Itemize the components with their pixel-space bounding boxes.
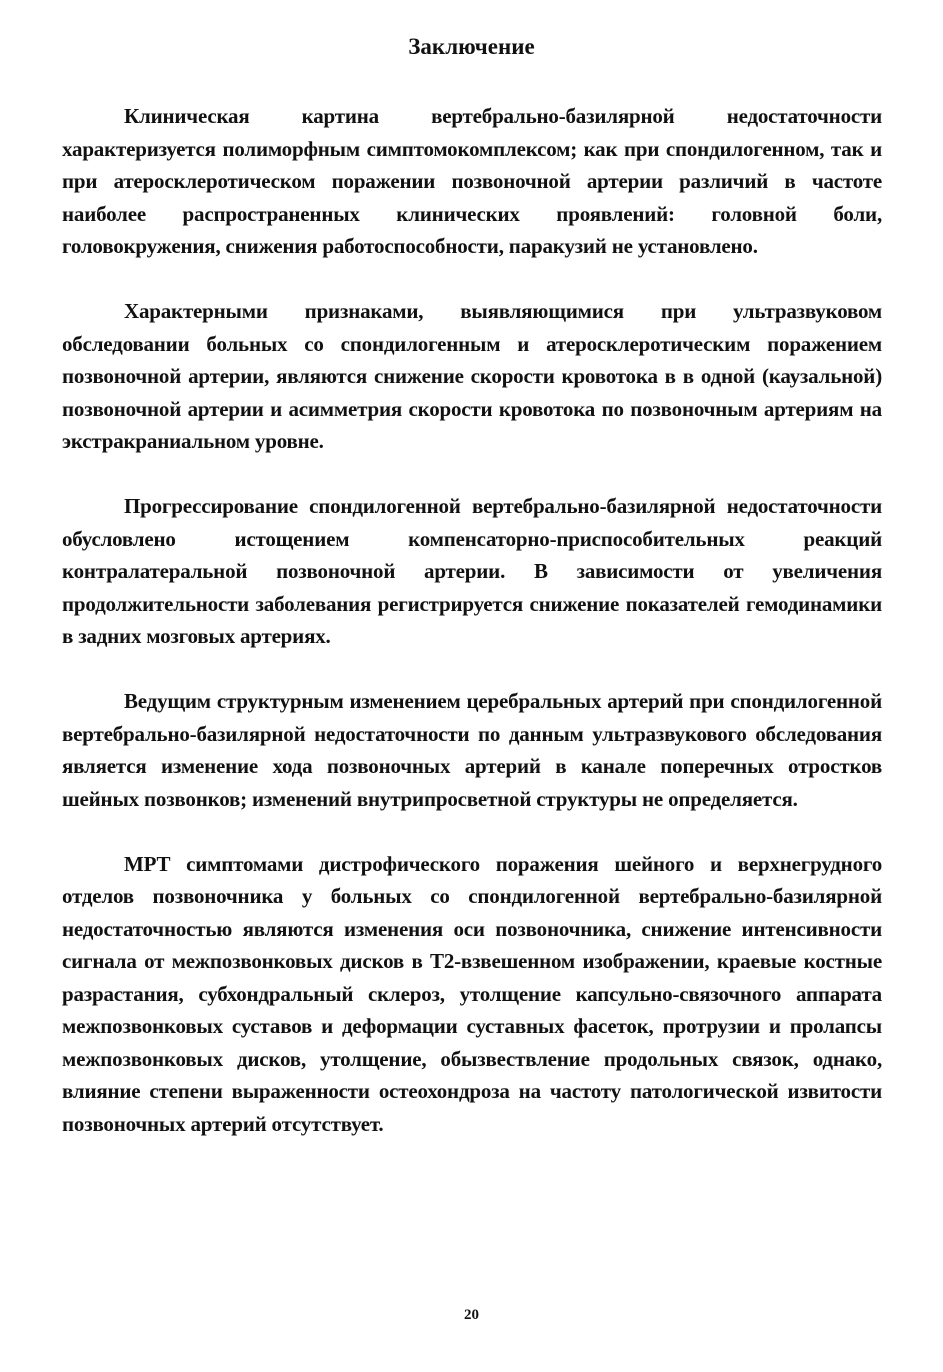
paragraph-progression: Прогрессирование спондилогенной вертебрально-базилярной недостаточности обусловлено истощением компенсаторно-приспособительных реакций контралатеральной позвоночной артерии. В зависимости от увеличения продолжительности заболевания регистрируется снижение показателей гемодинамики в задних мозговых артериях. (62, 494, 882, 648)
body-text (62, 100, 882, 1140)
paragraph-clinical-picture: Клиническая картина вертебрально-базилярной недостаточности характеризуется полиморфным симптомокомплексом; как при спондилогенном, так и при атеросклеротическом поражении позвоночной артерии различий в частоте наиболее распространенных клинических проявлений: головной боли, головокружения, снижения работоспособности, паракузий не установлено. (62, 104, 882, 258)
paragraph-mri-symptoms: МРТ симптомами дистрофического поражения шейного и верхнегрудного отделов позвоночника у больных со спондилогенной вертебрально-базилярной недостаточностью являются изменения оси позвоночника, снижение интенсивности сигнала от межпозвонковых дисков в Т2-взвешенном изображении, краевые костные разрастания, субхондральный склероз, утолщение капсульно-связочного аппарата межпозвонковых суставов и деформации суставных фасеток, протрузии и пролапсы межпозвонковых дисков, утолщение, обызвествление продольных связок, однако, влияние степени выраженности остеохондроза на частоту патологической извитости позвоночных артерий отсутствует. (62, 851, 882, 1136)
page-title: Заключение (408, 34, 535, 59)
paragraph-structural-changes: Ведущим структурным изменением церебральных артерий при спондилогенной вертебрально-базилярной недостаточности по данным ультразвукового обследования является изменение хода позвоночных артерий в канале поперечных отростков шейных позвонков; изменений внутрипросветной структуры не определяется. (62, 689, 882, 811)
paragraph-ultrasound-signs: Характерными признаками, выявляющимися при ультразвуковом обследовании больных со спондилогенным и атеросклеротическим поражением позвоночной артерии, являются снижение скорости кровотока в в одной (каузальной) позвоночной артерии и асимметрия скорости кровотока по позвоночным артериям на экстракраниальном уровне. (62, 299, 882, 453)
page-number: 20 (464, 1307, 479, 1323)
